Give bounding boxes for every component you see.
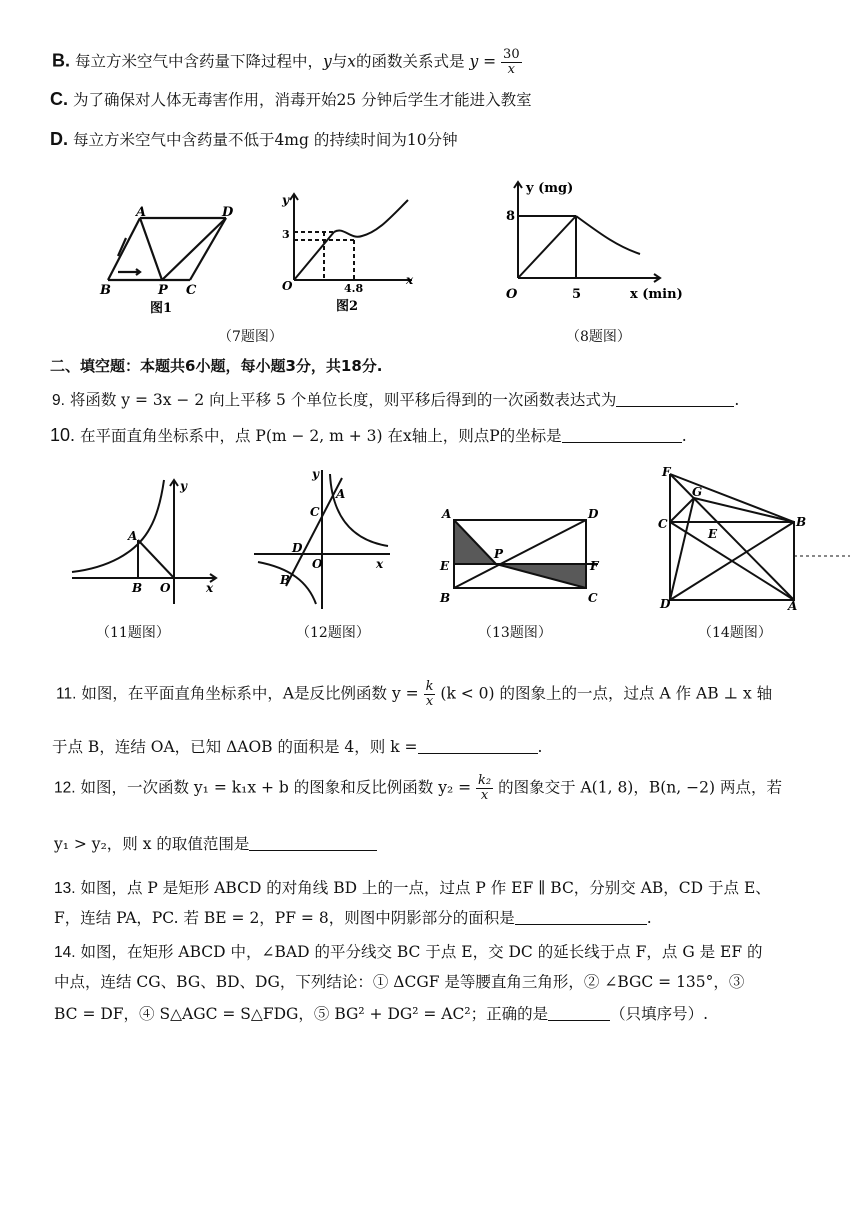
option-c-letter: C. — [50, 89, 68, 109]
q14-line1: 如图，在矩形 ABCD 中，∠BAD 的平分线交 BC 于点 E，交 DC 的延长线于点 F，点 G 是 EF 的 — [80, 943, 763, 961]
fig7b-y-tick: 3 — [282, 228, 290, 241]
question-10 — [50, 424, 687, 446]
fig13-label-f: F — [590, 559, 599, 573]
figure-13 — [436, 502, 611, 612]
option-b-fraction: $\frac{30}{x}$ — [503, 47, 520, 77]
question-14 — [54, 940, 763, 962]
fig14-label-b: B — [796, 515, 807, 529]
fig12-label-o: O — [312, 557, 323, 571]
q14-line2: 中点，连结 CG、BG、BD、DG，下列结论：① ΔCGF 是等腰直角三角形，② ∠BGC = 135°，③ — [54, 973, 745, 991]
fig11-label-o: O — [160, 581, 171, 595]
q9-number: 9. — [52, 392, 65, 409]
fig8-x-tick: 5 — [572, 287, 582, 302]
figure-7-2 — [278, 188, 418, 318]
fig7a-caption: 图1 — [150, 301, 173, 316]
question-13-line2 — [54, 906, 652, 928]
q10-number: 10. — [50, 425, 76, 445]
fig14-label-g: G — [692, 485, 703, 499]
option-d-letter: D. — [50, 129, 68, 149]
q13-line1: 如图，点 P 是矩形 ABCD 的对角线 BD 上的一点，过点 P 作 EF ∥ BC，分别交 AB，CD 于点 E、 — [80, 879, 771, 897]
fig7b-y-axis: y — [282, 193, 289, 207]
question-12-line2 — [54, 832, 377, 854]
q10-answer-blank[interactable] — [562, 428, 682, 443]
fig7a-label-d: D — [222, 205, 234, 220]
q12-line2-text: y₁ > y₂，则 x 的取值范围是 — [54, 835, 250, 853]
option-b-letter: B. — [52, 50, 70, 71]
fig11-label-x: x — [206, 581, 214, 595]
q9-answer-blank[interactable] — [616, 392, 734, 407]
fig13-label-c: C — [588, 591, 598, 605]
q14-line3: BC = DF，④ S△AGC = S△FDG，⑤ BG² + DG² = AC²；正确的是 — [54, 1005, 549, 1023]
fig14-label-e: E — [708, 527, 718, 541]
fig7b-x-tick: 4.8 — [344, 282, 364, 295]
fig7a-label-b: B — [100, 283, 111, 298]
fig12-caption: （12题图） — [296, 625, 370, 641]
q12-text: 如图，一次函数 y₁ = k₁x + b 的图象和反比例函数 y₂ = — [80, 778, 472, 797]
q13-end: . — [646, 909, 652, 927]
q11-answer-blank[interactable] — [418, 739, 538, 754]
question-11-line2 — [52, 735, 542, 757]
q10-end: . — [681, 427, 687, 445]
fig12-label-c: C — [310, 505, 320, 519]
question-12 — [54, 774, 782, 803]
fig13-label-e: E — [440, 559, 450, 573]
figure-11 — [66, 474, 226, 614]
fig7a-label-p: P — [158, 283, 168, 298]
fig11-caption: （11题图） — [96, 625, 170, 641]
fig7b-x-axis: x — [406, 273, 414, 287]
fig11-label-b: B — [132, 581, 143, 595]
figure-7-1 — [92, 200, 242, 320]
q10-text: 在平面直角坐标系中，点 P(m − 2, m + 3) 在x轴上，则点P的坐标是 — [79, 427, 562, 445]
fig8-caption: （8题图） — [566, 329, 631, 345]
section-2-heading: 二、填空题：本题共6小题，每小题3分，共18分. — [50, 357, 383, 375]
q11-line2-text: 于点 B，连结 OA，已知 ΔAOB 的面积是 4，则 k = — [52, 738, 418, 756]
question-13 — [54, 876, 771, 898]
option-b-text: 每立方米空气中含药量下降过程中， — [74, 52, 323, 71]
q12-answer-blank[interactable] — [249, 836, 377, 851]
fig7b-origin: O — [282, 279, 293, 293]
question-14-line2 — [54, 970, 744, 992]
fig8-y-tick: 8 — [506, 209, 516, 224]
figure-8 — [498, 176, 698, 306]
q12-number: 12. — [54, 779, 76, 797]
q9-end: . — [734, 391, 740, 409]
question-9 — [52, 388, 739, 410]
q14-end: （只填序号）. — [610, 1005, 709, 1023]
q14-answer-blank[interactable] — [548, 1006, 610, 1021]
option-b-var-y: y — [322, 52, 332, 71]
q12-fraction: $\frac{\text{k₂}}{x}$ — [478, 773, 492, 803]
q13-line2: F，连结 PA，PC. 若 BE = 2，PF = 8，则图中阴影部分的面积是 — [54, 909, 515, 927]
q11-text2: (k < 0) 的图象上的一点，过点 A 作 AB ⊥ x 轴 — [440, 684, 773, 703]
option-b-eq: y = — [469, 52, 497, 71]
fig8-origin: O — [506, 287, 518, 302]
option-d-text: 每立方米空气中含药量不低于4mg 的持续时间为10分钟 — [72, 131, 458, 149]
fig12-label-d: D — [292, 541, 303, 555]
figure-14 — [654, 464, 854, 614]
fig7-caption: （7题图） — [218, 329, 283, 345]
option-b-text2: 的函数关系式是 — [355, 52, 465, 71]
option-c — [50, 88, 532, 110]
figure-12 — [250, 464, 400, 614]
fig14-label-a: A — [788, 599, 798, 613]
fig13-label-p: P — [494, 547, 504, 561]
q13-answer-blank[interactable] — [515, 910, 647, 925]
fig14-label-c: C — [658, 517, 668, 531]
fig11-label-a: A — [128, 529, 138, 543]
option-d — [50, 128, 458, 150]
q11-end: . — [537, 738, 543, 756]
fig13-label-b: B — [440, 591, 451, 605]
fig12-label-y: y — [312, 467, 319, 481]
fig13-label-d: D — [588, 507, 599, 521]
fig11-label-y: y — [180, 479, 187, 493]
q9-text: 将函数 y = 3x − 2 向上平移 5 个单位长度，则平移后得到的一次函数表达式为 — [69, 391, 617, 409]
q13-number: 13. — [54, 880, 76, 897]
option-b-mid: 与 — [331, 52, 348, 71]
question-11 — [56, 680, 772, 709]
option-c-text: 为了确保对人体无毒害作用，消毒开始25 分钟后学生才能进入教室 — [72, 91, 532, 109]
q11-text: 如图，在平面直角坐标系中，A是反比例函数 y = — [81, 684, 419, 703]
fig7b-caption: 图2 — [336, 299, 359, 314]
question-14-line3 — [54, 1002, 708, 1024]
fig12-label-b: B — [280, 573, 291, 587]
option-b — [52, 48, 522, 77]
fig8-x-axis: x (min) — [630, 287, 683, 302]
q11-number: 11. — [56, 685, 77, 703]
option-b-var-x: x — [347, 52, 356, 71]
fig12-label-a: A — [336, 487, 346, 501]
fig7a-label-a: A — [136, 205, 147, 220]
q14-number: 14. — [54, 944, 76, 961]
fig7a-label-c: C — [186, 283, 197, 298]
fig13-caption: （13题图） — [478, 625, 552, 641]
fig13-label-a: A — [442, 507, 452, 521]
fig14-label-d: D — [660, 597, 671, 611]
fig14-caption: （14题图） — [698, 625, 772, 641]
fig12-label-x: x — [376, 557, 384, 571]
fig14-label-f: F — [662, 465, 671, 479]
fig8-y-axis: y (mg) — [526, 181, 574, 196]
q12-text2: 的图象交于 A(1, 8)，B(n, −2) 两点，若 — [498, 778, 782, 797]
q11-fraction: $\frac{k}{x}$ — [425, 679, 434, 709]
